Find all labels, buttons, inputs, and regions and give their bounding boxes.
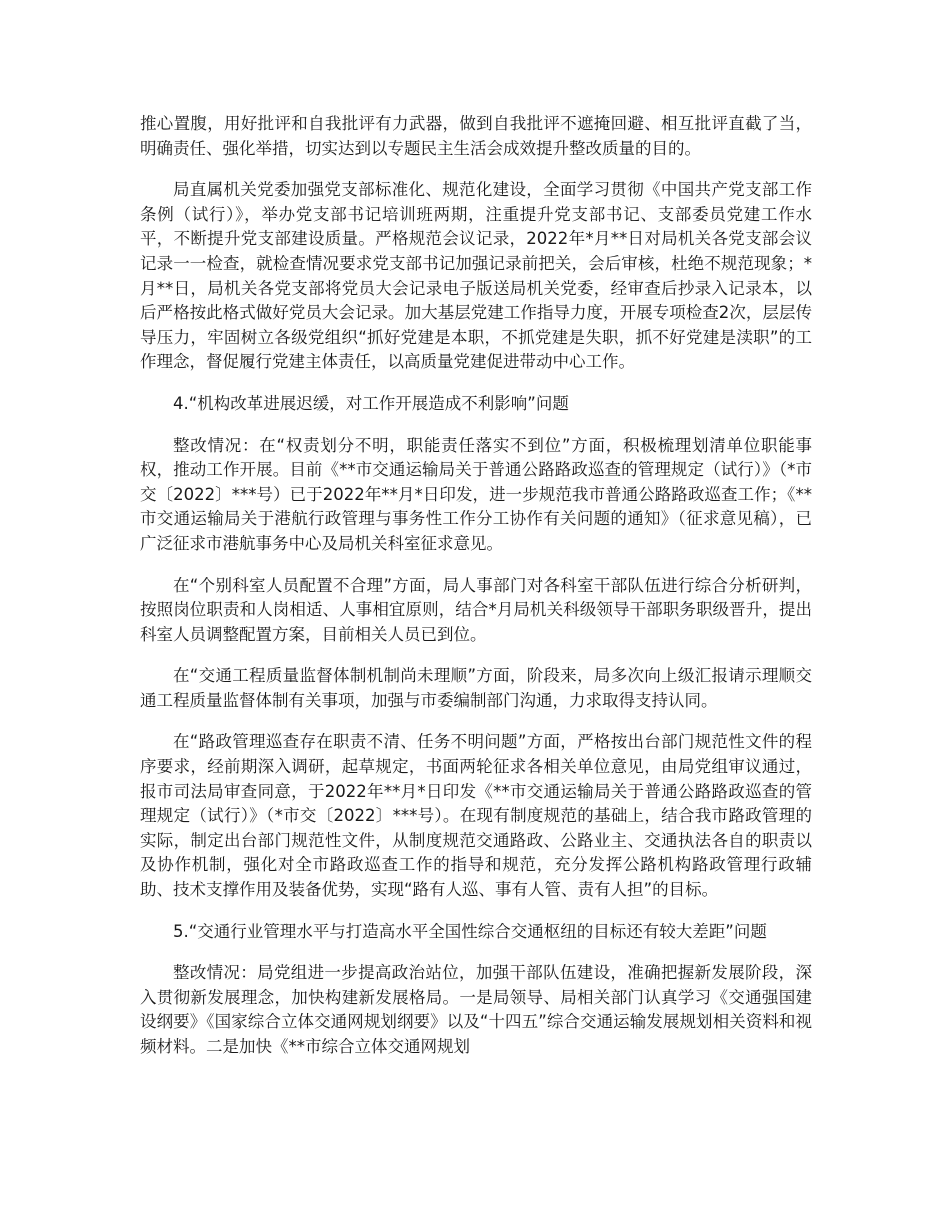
section-heading-5: 5.“交通行业管理水平与打造高水平全国性综合交通枢纽的目标还有较大差距”问题 — [173, 921, 767, 941]
paragraph-management-level: 整改情况：局党组进一步提高政治站位，加强干部队伍建设，准确把握新发展阶段，深入贯彻新发展理念，加快构建新发展格局。一是局领导、局相关部门认真学习《交通强国建设纲要》《国家综合立体交通网规划纲要》以及“十四五”综合交通运输发展规划相关资料和视频材料。二是加快《**市综合立体交通网规划 — [140, 963, 812, 1056]
paragraph-party-branch-building: 局直属机关党委加强党支部标准化、规范化建设，全面学习贯彻《中国共产党支部工作条例（试行）》，举办党支部书记培训班两期，注重提升党支部书记、支部委员党建工作水平，不断提升党支部建设质量。严格规范会议记录，2022年*月**日对局机关各党支部会议记录一一检查，就检查情况要求党支部书记加强记录前把关，会后审核，杜绝不规范现象；*月**日，局机关各党支部将党员大会记录电子版送局机关党委，经审查后抄录入记录本，以后严格按此格式做好党员大会记录。加大基层党建工作指导力度，开展专项检查2次，层层传导压力，牢固树立各级党组织“抓好党建是本职，不抓党建是失职，抓不好党建是渎职”的工作理念，督促履行党建主体责任，以高质量党建促进带动中心工作。 — [140, 180, 812, 372]
paragraph-road-patrol: 在“路政管理巡查存在职责不清、任务不明问题”方面，严格按出台部门规范性文件的程序要求，经前期深入调研，起草规定，书面两轮征求各相关单位意见，由局党组审议通过，报市司法局审查同意，于2022年**月*日印发《**市交通运输局关于普通公路路政巡查的管理规定（试行）》（*市交〔2022〕***号）。在现有制度规范的基础上，结合我市路政管理的实际，制定出台部门规范性文件，从制度规范交通路政、公路业主、交通执法各自的职责以及协作机制，强化对全市路政巡查工作的指导和规范，充分发挥公路机构路政管理行政辅助、技术支撑作用及装备优势，实现“路有人巡、事有人管、责有人担”的目标。 — [140, 732, 812, 900]
paragraph-continuation: 推心置腹，用好批评和自我批评有力武器，做到自我批评不遮掩回避、相互批评直截了当，明确责任、强化举措，切实达到以专题民主生活会成效提升整改质量的目的。 — [140, 114, 812, 158]
section-heading-4: 4.“机构改革进展迟缓，对工作开展造成不利影响”问题 — [173, 393, 569, 413]
paragraph-quality-supervision: 在“交通工程质量监督体制机制尚未理顺”方面，阶段来，局多次向上级汇报请示理顺交通工程质量监督体制有关事项，加强与市委编制部门沟通，力求取得支持认同。 — [140, 666, 812, 710]
paragraph-staffing: 在“个别科室人员配置不合理”方面，局人事部门对各科室干部队伍进行综合分析研判，按照岗位职责和人岗相适、人事相宜原则，结合*月局机关科级领导干部职务职级晋升，提出科室人员调整配置方案，目前相关人员已到位。 — [140, 575, 812, 644]
paragraph-rectification-responsibilities: 整改情况：在“权责划分不明，职能责任落实不到位”方面，积极梳理划清单位职能事权，推动工作开展。目前《**市交通运输局关于普通公路路政巡查的管理规定（试行）》（*市交〔2022〕***号）已于2022年**月*日印发，进一步规范我市普通公路路政巡查工作；《**市交通运输局关于港航行政管理与事务性工作分工协作有关问题的通知》（征求意见稿），已广泛征求市港航事务中心及局机关科室征求意见。 — [140, 435, 812, 553]
document-body — [140, 112, 812, 1077]
